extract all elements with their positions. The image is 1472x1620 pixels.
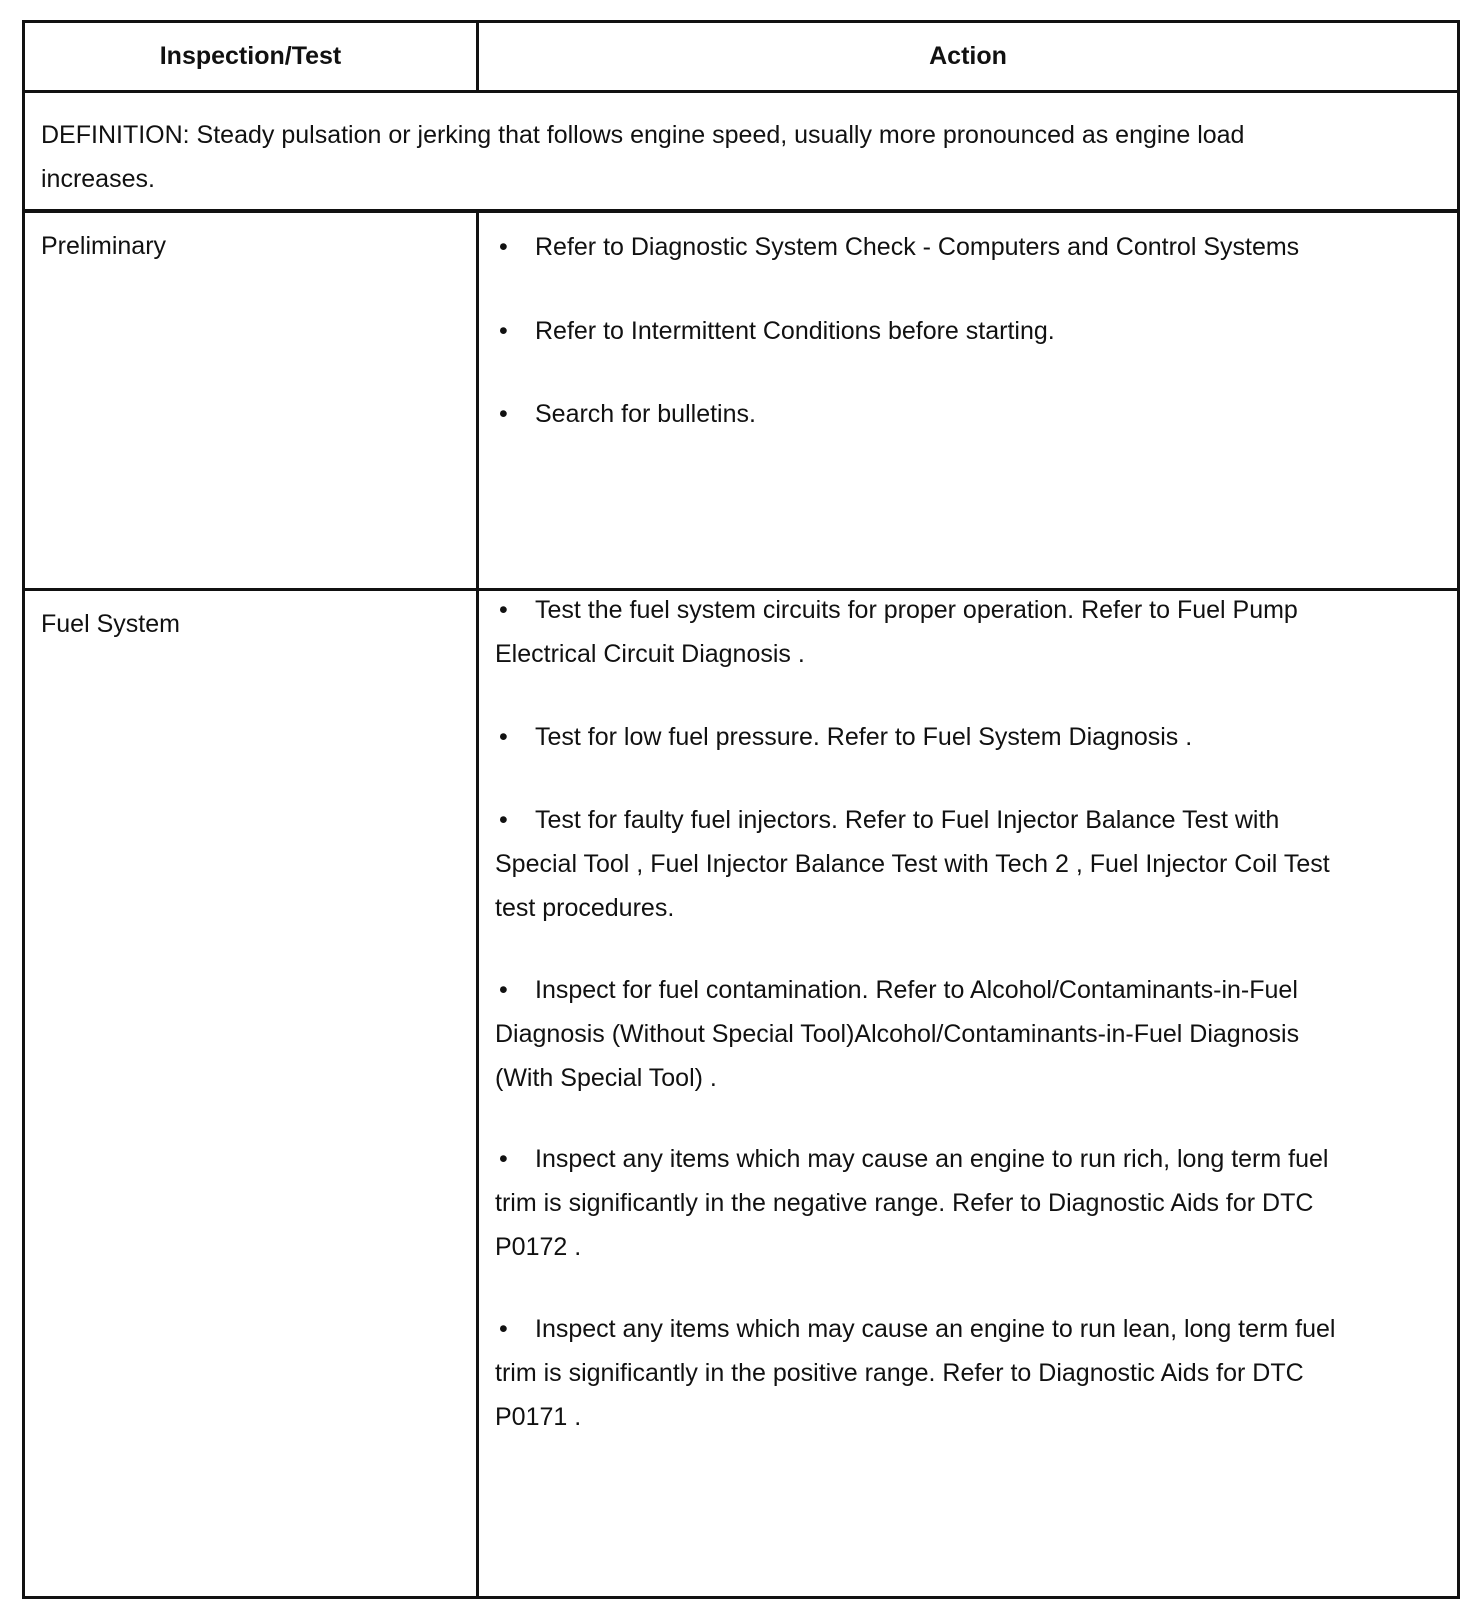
- header-inspection-test: Inspection/Test: [25, 23, 479, 90]
- action-item-text: Inspect any items which may cause an engine to run lean, long term fuel trim is significantly in the positive range. Refer to Diagnostic Aids for DTC P0171 .: [495, 1315, 1336, 1431]
- table-row-fuel-system: [25, 591, 1457, 1596]
- action-item-text: Refer to Intermittent Conditions before starting.: [535, 317, 1055, 345]
- action-item: [495, 392, 1355, 436]
- header-action: Action: [929, 42, 1007, 70]
- bullet-icon: •: [499, 1315, 508, 1343]
- action-item-text: Search for bulletins.: [535, 400, 756, 428]
- bullet-icon: •: [499, 723, 508, 751]
- action-item: [495, 1137, 1355, 1269]
- action-item: [495, 588, 1355, 676]
- table-row-preliminary: [25, 213, 1457, 591]
- inspection-label: Preliminary: [41, 232, 167, 260]
- table-header-row: [25, 23, 1457, 93]
- action-item: [495, 225, 1355, 269]
- bullet-icon: •: [499, 317, 508, 345]
- bullet-icon: •: [499, 976, 508, 1004]
- bullet-icon: •: [499, 806, 508, 834]
- diagnostic-table: [22, 20, 1460, 1599]
- bullet-icon: •: [499, 596, 508, 624]
- definition-text: DEFINITION: Steady pulsation or jerking that follows engine speed, usually more pronounced as engine load increases.: [41, 121, 1245, 193]
- action-cell: [479, 213, 1457, 588]
- action-item: [495, 798, 1355, 930]
- action-item-text: Test for low fuel pressure. Refer to Fuel System Diagnosis .: [535, 723, 1193, 751]
- bullet-icon: •: [499, 400, 508, 428]
- action-item-text: Inspect for fuel contamination. Refer to Alcohol/Contaminants-in-Fuel Diagnosis (Without Special Tool)Alcohol/Contaminants-in-Fuel Diagnosis (With Special Tool) .: [495, 976, 1300, 1092]
- action-item-text: Test for faulty fuel injectors. Refer to Fuel Injector Balance Test with Special Tool , Fuel Injector Balance Test with Tech 2 , Fuel Injector Coil Test test procedures.: [495, 806, 1330, 922]
- inspection-label: Fuel System: [41, 610, 180, 638]
- action-item-text: Inspect any items which may cause an engine to run rich, long term fuel trim is significantly in the negative range. Refer to Diagnostic Aids for DTC P0172 .: [495, 1145, 1329, 1261]
- action-item: [495, 715, 1355, 759]
- definition-row: [25, 93, 1457, 213]
- action-item-text: Test the fuel system circuits for proper operation. Refer to Fuel Pump Electrical Circuit Diagnosis .: [495, 596, 1298, 668]
- action-item: [495, 1307, 1355, 1439]
- action-item: [495, 968, 1355, 1100]
- action-cell: [479, 591, 1457, 1596]
- bullet-icon: •: [499, 233, 508, 261]
- bullet-icon: •: [499, 1145, 508, 1173]
- action-item-text: Refer to Diagnostic System Check - Computers and Control Systems: [535, 233, 1300, 261]
- inspection-cell: [25, 591, 479, 1596]
- inspection-cell: [25, 213, 479, 588]
- action-item: [495, 309, 1355, 353]
